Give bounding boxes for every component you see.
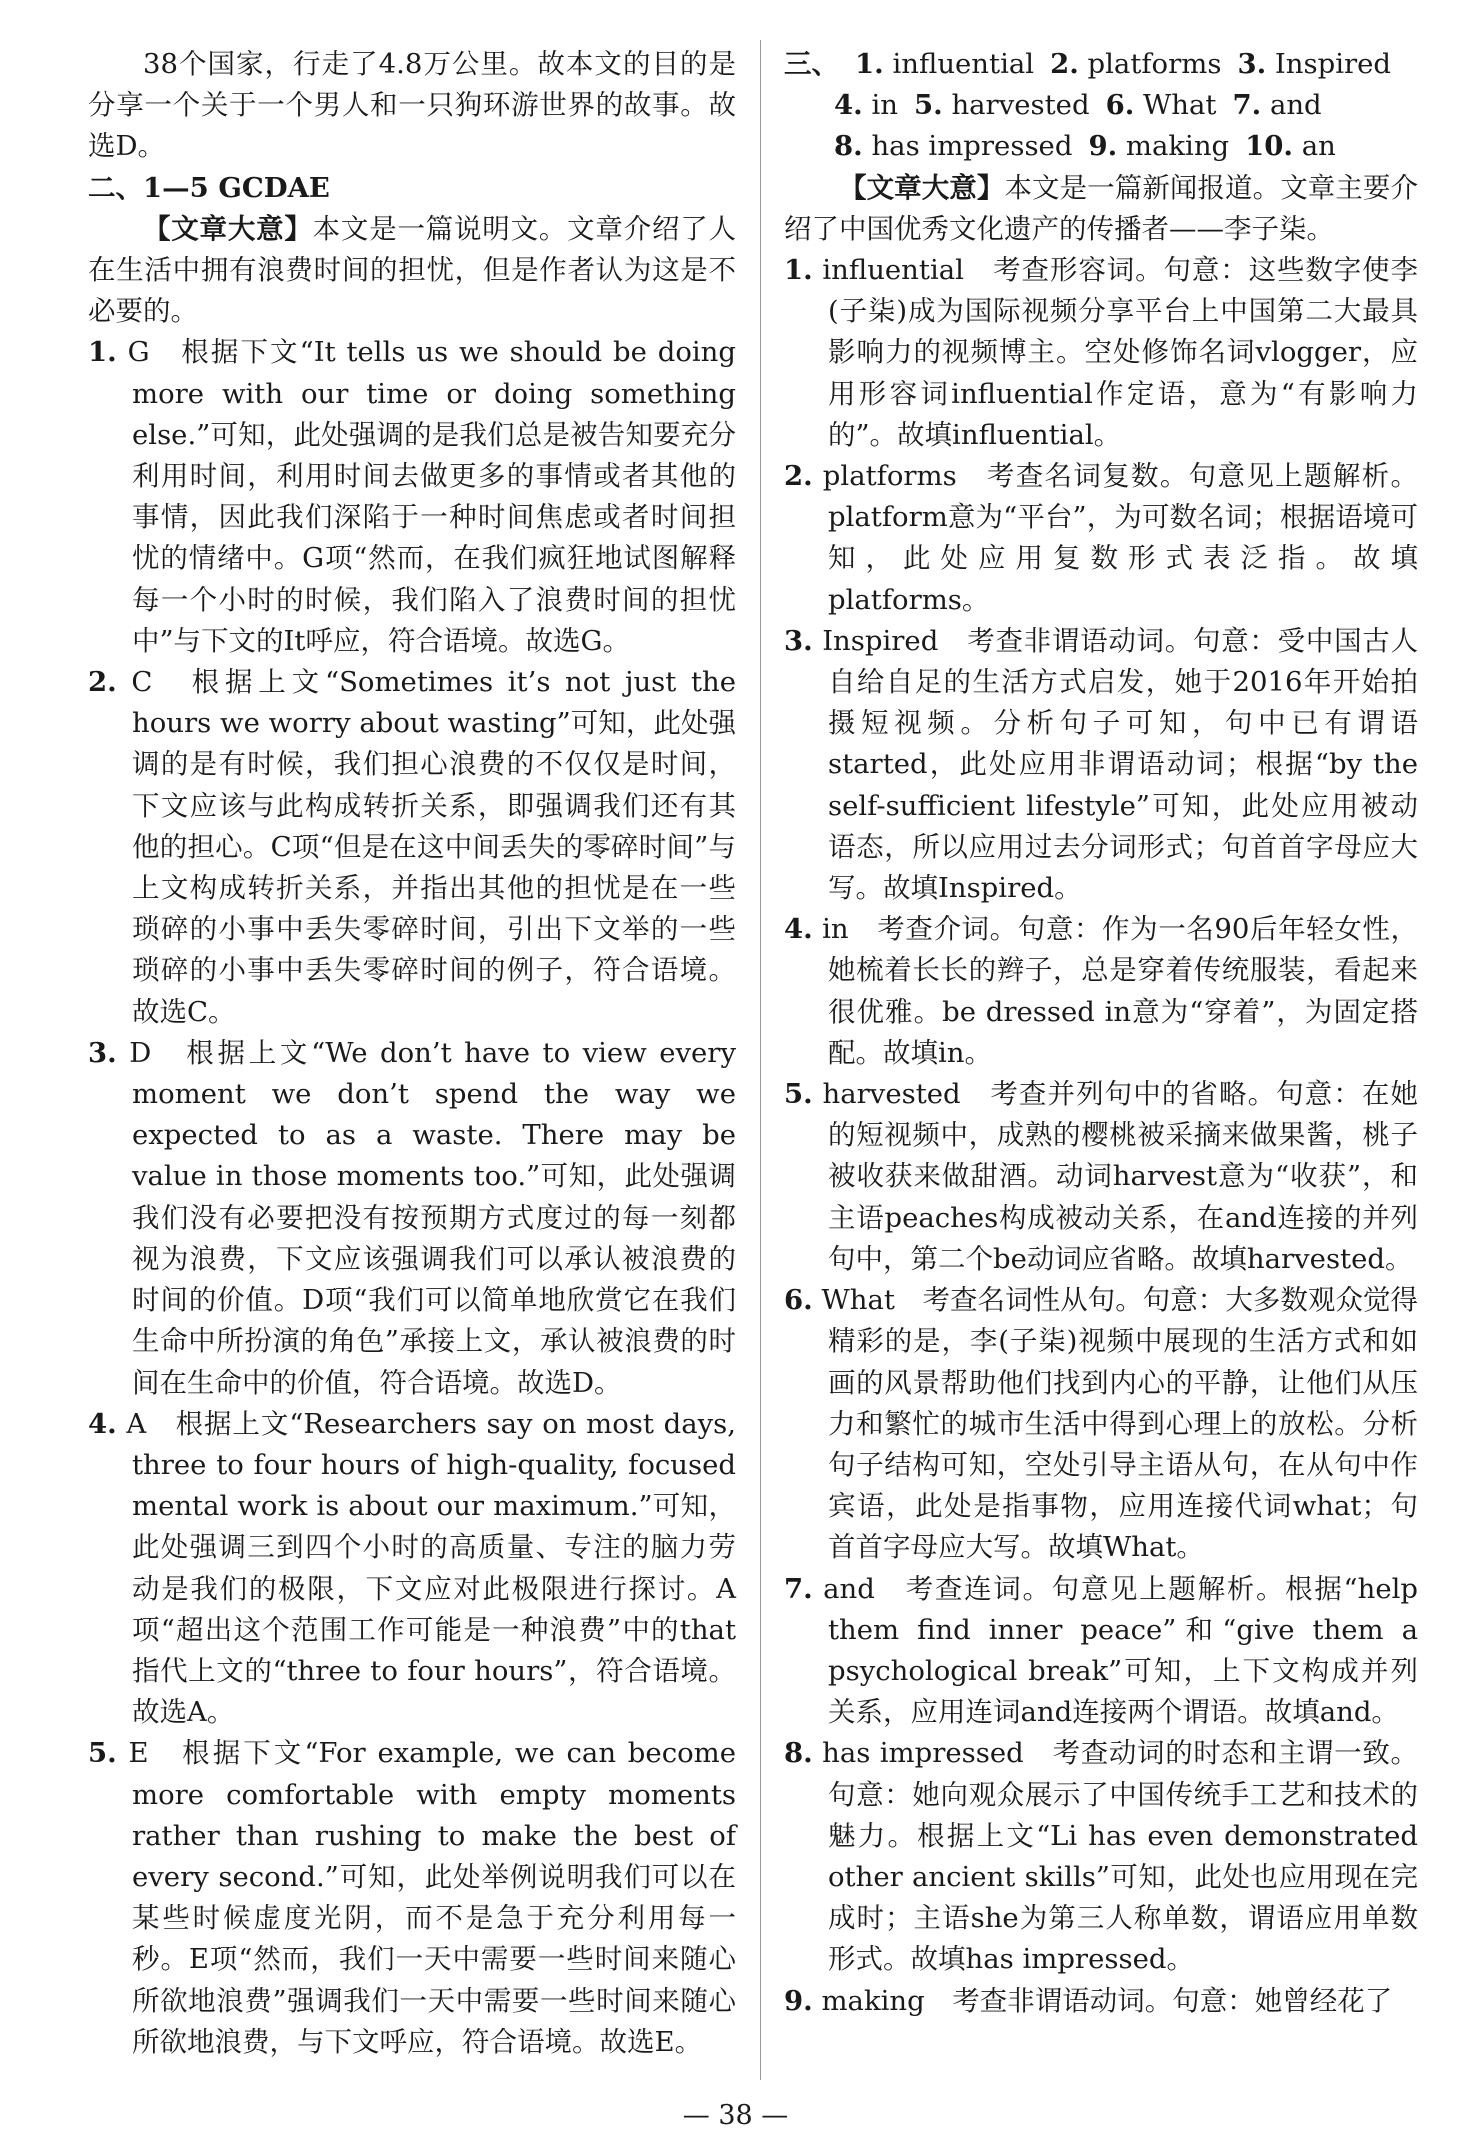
explanation-item bbox=[784, 1981, 1418, 2022]
fill-answer-row bbox=[784, 85, 1418, 126]
explanation-item bbox=[784, 1569, 1418, 1734]
fill-answer-row bbox=[784, 126, 1418, 167]
item-number: 3. bbox=[88, 1036, 117, 1069]
fill-word: has impressed bbox=[871, 130, 1073, 163]
item-number: 9. bbox=[784, 1984, 813, 2017]
item-text: has impressed 考查动词的时态和主谓一致。句意：她向观众展示了中国传统手工艺和技术的魅力。根据上文“Li has even demonstrated other ancient skills”可知，此处也应用现在完成时；主语she为第三人称单数，谓语应用单数形式。故填has impressed。 bbox=[822, 1737, 1418, 1976]
fill-answer bbox=[1050, 44, 1221, 85]
item-text: G 根据下文“It tells us we should be doing more with our time or doing something else.”可知，此处强调的是我们总是被告知要充分利用时间，利用时间去做更多的事情或者其他的事情，因此我们深陷于一种时间焦虑或者时间担忧的情绪中。G项“然而，在我们疯狂地试图解释每一个小时的时候，我们陷入了浪费时间的担忧中”与下文的It呼应，符合语境。故选G。 bbox=[127, 336, 736, 657]
fill-word: making bbox=[1125, 130, 1230, 163]
item-number: 2. bbox=[784, 460, 813, 493]
fill-answer bbox=[855, 44, 1034, 85]
explanation-item bbox=[784, 1074, 1418, 1280]
explanation-item bbox=[88, 1404, 736, 1734]
fill-word: harvested bbox=[951, 89, 1090, 122]
summary-text: 本文是一篇说明文。文章介绍了人在生活中拥有浪费时间的担忧，但是作者认为这是不必要的。 bbox=[88, 212, 737, 328]
explanation-item bbox=[784, 1280, 1418, 1568]
item-text: influential 考查形容词。句意：这些数字使李(子柒)成为国际视频分享平台上中国第二大最具影响力的视频博主。空处修饰名词vlogger，应用形容词influential作定语，意为“有影响力的”。故填influential。 bbox=[822, 254, 1418, 451]
explanation-item bbox=[88, 332, 736, 662]
item-text: D 根据上文“We don’t have to view every moment we don’t spend the way we expected to as a waste. There may be value in those moments too.”可知，此处强调我们没有必要把没有按预期方式度过的每一刻都视为浪费，下文应该强调我们可以承认被浪费的时间的价值。D项“我们可以简单地欣赏它在我们生命中所扮演的角色”承接上文，承认被浪费的时间在生命中的价值，符合语境。故选D。 bbox=[129, 1036, 736, 1399]
fill-number: 5. bbox=[913, 89, 943, 122]
item-text: and 考查连词。句意见上题解析。根据“help them find inner peace”和“give them a psychological break”可知，上下文构成并列关系，应用连词and连接两个谓语。故填and。 bbox=[823, 1572, 1418, 1729]
item-text: in 考查介词。句意：作为一名90后年轻女性，她梳着长长的辫子，总是穿着传统服装，看起来很优雅。be dressed in意为“穿着”，为固定搭配。故填in。 bbox=[822, 913, 1418, 1069]
fill-number: 4. bbox=[834, 89, 863, 122]
fill-word: influential bbox=[892, 48, 1035, 80]
item-number: 4. bbox=[88, 1407, 117, 1440]
item-text: C 根据上文“Sometimes it’s not just the hours we worry about wasting”可知，此处强调的是有时候，我们担心浪费的不仅仅是时间，下文应该与此构成转折关系，即强调我们还有其他的担心。C项“但是在这中间丢失的零碎时间”与上文构成转折关系，并指出其他的担忧是在一些琐碎的小事中丢失零碎时间，引出下文举的一些琐碎的小事中丢失零碎时间的例子，符合语境。故选C。 bbox=[131, 666, 736, 1028]
fill-answer bbox=[834, 85, 898, 126]
page-number: — 38 — bbox=[682, 2100, 789, 2131]
fill-number: 3. bbox=[1237, 48, 1267, 80]
explanation-item bbox=[784, 909, 1418, 1074]
item-number: 7. bbox=[784, 1572, 813, 1605]
item-number: 5. bbox=[88, 1737, 117, 1770]
summary-tag: 【文章大意】 bbox=[143, 212, 313, 245]
fill-answer bbox=[834, 126, 1072, 167]
fill-answer bbox=[1237, 44, 1391, 85]
explanation-item bbox=[88, 1733, 736, 2063]
fill-word: What bbox=[1143, 89, 1217, 122]
fill-word: an bbox=[1301, 130, 1336, 163]
item-text: platforms 考查名词复数。句意见上题解析。platform意为“平台”，为可数名词；根据语境可知，此处应用复数形式表泛指。故填platforms。 bbox=[822, 460, 1418, 616]
fill-word: platforms bbox=[1087, 48, 1222, 80]
section-2-answer-key: 二、1—5 GCDAE bbox=[88, 171, 330, 204]
fill-answer bbox=[1088, 126, 1229, 167]
fill-answer-row bbox=[784, 44, 1418, 85]
explanation-item bbox=[784, 621, 1418, 909]
section-3-label: 三、 bbox=[784, 48, 839, 80]
explanation-item bbox=[784, 456, 1418, 621]
continued-answer-text: 38个国家，行走了4.8万公里。故本文的目的是分享一个关于一个男人和一只狗环游世界的故事。故选D。 bbox=[88, 48, 736, 163]
fill-number: 10. bbox=[1245, 130, 1293, 163]
article-summary bbox=[784, 168, 1418, 250]
item-text: making 考查非谓语动词。句意：她曾经花了 bbox=[821, 1984, 1393, 2017]
item-text: Inspired 考查非谓语动词。句意：受中国古人自给自足的生活方式启发，她于2016年开始拍摄短视频。分析句子可知，句中已有谓语started，此处应用非谓语动词；根据“by the self-sufficient lifestyle”可知，此处应用被动语态，所以应用过去分词形式；句首首字母应大写。故填Inspired。 bbox=[822, 624, 1418, 905]
fill-number: 1. bbox=[855, 48, 884, 80]
item-number: 1. bbox=[88, 336, 117, 369]
fill-word: and bbox=[1269, 89, 1322, 122]
item-text: E 根据下文“For example, we can become more comfortable with empty moments rather than rushing to make the best of every second.”可知，此处举例说明我们可以在某些时候虚度光阴，而不是急于充分利用每一秒。E项“然而，我们一天中需要一些时间来随心所欲地浪费”强调我们一天中需要一些时间来随心所欲地浪费，与下文呼应，符合语境。故选E。 bbox=[128, 1737, 736, 2058]
explanation-item bbox=[784, 250, 1418, 456]
fill-word: Inspired bbox=[1274, 48, 1392, 80]
item-number: 8. bbox=[784, 1737, 813, 1770]
summary-tag: 【文章大意】 bbox=[839, 171, 1005, 204]
explanation-item bbox=[784, 1733, 1418, 1980]
item-number: 2. bbox=[88, 666, 117, 699]
item-number: 6. bbox=[784, 1284, 813, 1317]
fill-number: 7. bbox=[1232, 89, 1262, 122]
fill-number: 9. bbox=[1088, 130, 1118, 163]
item-text: A 根据上文“Researchers say on most days, three to four hours of high-quality, focused mental work is about our maximum.”可知，此处强调三到四个小时的高质量、专注的脑力劳动是我们的极限，下文应对此极限进行探讨。A项“超出这个范围工作可能是一种浪费”中的that指代上文的“three to four hours”，符合语境。故选A。 bbox=[126, 1407, 737, 1729]
fill-word: in bbox=[871, 89, 898, 122]
fill-number: 8. bbox=[834, 130, 863, 163]
fill-answer bbox=[1106, 85, 1217, 126]
item-text: What 考查名词性从句。句意：大多数观众觉得精彩的是，李(子柒)视频中展现的生活方式和如画的风景帮助他们找到内心的平静，让他们从压力和繁忙的城市生活中得到心理上的放松。分析句子结构可知，空处引导主语从句，在从句中作宾语，此处是指事物，应用连接代词what；句首首字母应大写。故填What。 bbox=[821, 1284, 1418, 1564]
fill-answer bbox=[1232, 85, 1321, 126]
item-number: 3. bbox=[784, 624, 813, 657]
explanation-item bbox=[88, 662, 736, 1033]
fill-answer bbox=[1245, 126, 1336, 167]
item-number: 5. bbox=[784, 1078, 813, 1111]
item-text: harvested 考查并列句中的省略。句意：在她的短视频中，成熟的樱桃被采摘来做果酱，桃子被收获来做甜酒。动词harvest意为“收获”，和主语peaches构成被动关系，在and连接的并列句中，第二个be动词应省略。故填harvested。 bbox=[822, 1078, 1418, 1275]
fill-answer bbox=[914, 85, 1090, 126]
fill-number: 2. bbox=[1050, 48, 1079, 80]
left-column bbox=[88, 44, 736, 2063]
column-divider bbox=[760, 40, 761, 2080]
fill-number: 6. bbox=[1105, 89, 1135, 122]
summary-text: 本文是一篇新闻报道。文章主要介绍了中国优秀文化遗产的传播者——李子柒。 bbox=[784, 171, 1419, 245]
article-summary bbox=[88, 209, 736, 333]
right-column bbox=[784, 44, 1418, 2022]
item-number: 1. bbox=[784, 254, 813, 287]
item-number: 4. bbox=[784, 913, 813, 946]
explanation-item bbox=[88, 1033, 736, 1404]
